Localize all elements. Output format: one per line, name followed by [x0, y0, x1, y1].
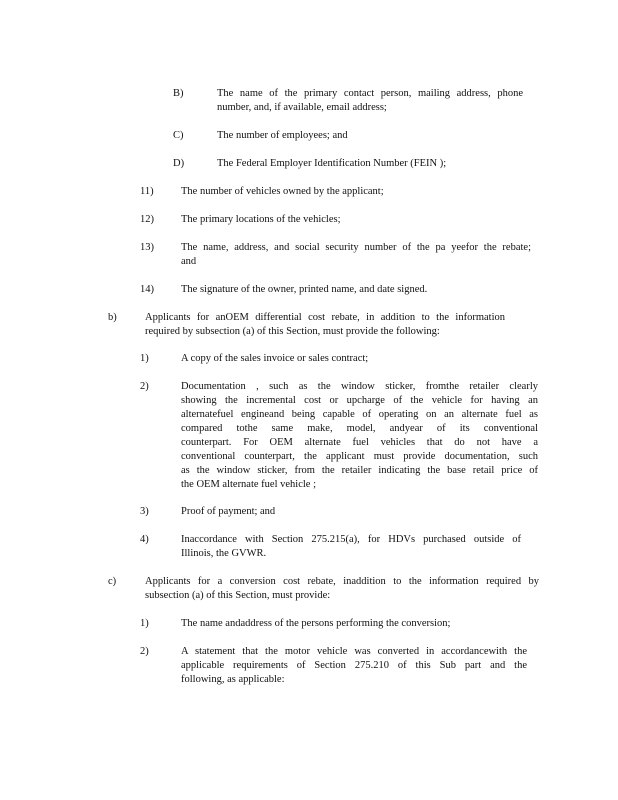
- text-line: Proof of payment; and: [181, 506, 276, 517]
- text-line: applicable requirements of Section 275.210 of this Sub part and the: [181, 660, 527, 671]
- text-line: The number of vehicles owned by the applicant;: [181, 186, 384, 197]
- item-label: 14): [140, 284, 154, 295]
- item-text: [217, 157, 479, 171]
- item-text: [181, 617, 483, 631]
- item-label: C): [173, 130, 184, 141]
- item-text: [217, 129, 367, 143]
- text-line: The Federal Employer Identification Number (FEIN );: [217, 158, 447, 169]
- text-line: The number of employees; and: [217, 130, 348, 141]
- text-line: The name andaddress of the persons performing the conversion;: [181, 618, 451, 629]
- item-text: [217, 87, 523, 115]
- text-line: Illinois, the GVWR.: [181, 548, 267, 559]
- item-text: [181, 185, 411, 199]
- item-text: [181, 241, 531, 269]
- item-text: [181, 352, 391, 366]
- text-line: number, and, if available, email address;: [217, 102, 387, 113]
- item-text: [145, 311, 505, 339]
- text-line: Documentation , such as the window sticker, fromthe retailer clearly: [181, 381, 538, 392]
- text-line: following, as applicable:: [181, 674, 285, 685]
- text-line: showing the incremental cost or upcharge of the vehicle for having an: [181, 395, 538, 406]
- text-line: compared tothe same make, model, andyear of its conventional: [181, 423, 538, 434]
- item-label: 11): [140, 186, 154, 197]
- item-label: B): [173, 88, 184, 99]
- item-label: 1): [140, 618, 149, 629]
- text-line: conventional counterpart, the applicant must provide documentation, such: [181, 451, 538, 462]
- text-line: A copy of the sales invoice or sales contract;: [181, 353, 369, 364]
- item-text: [181, 505, 291, 519]
- item-label: 4): [140, 534, 149, 545]
- item-label: 2): [140, 381, 149, 392]
- text-line: and: [181, 256, 197, 267]
- item-text: [181, 213, 361, 227]
- item-label: 3): [140, 506, 149, 517]
- item-label: 13): [140, 242, 154, 253]
- text-line: subsection (a) of this Section, must provide:: [145, 590, 331, 601]
- item-label: D): [173, 158, 185, 169]
- text-line: The name of the primary contact person, mailing address, phone: [217, 88, 523, 99]
- item-label: 1): [140, 353, 149, 364]
- item-label: 2): [140, 646, 149, 657]
- text-line: the OEM alternate fuel vehicle ;: [181, 479, 316, 490]
- item-label: 12): [140, 214, 154, 225]
- item-text: [181, 283, 459, 297]
- text-line: alternatefuel engineand being capable of operating on an alternate fuel as: [181, 409, 538, 420]
- item-text: [181, 380, 538, 492]
- text-line: Applicants for anOEM differential cost rebate, in addition to the information: [145, 312, 505, 323]
- text-line: The name, address, and social security number of the pa yeefor the rebate;: [181, 242, 531, 253]
- item-label: b): [108, 312, 117, 323]
- text-line: The primary locations of the vehicles;: [181, 214, 341, 225]
- item-text: [145, 575, 539, 603]
- text-line: The signature of the owner, printed name, and date signed.: [181, 284, 428, 295]
- text-line: counterpart. For OEM alternate fuel vehicles that do not have a: [181, 437, 538, 448]
- item-label: c): [108, 576, 117, 587]
- text-line: required by subsection (a) of this Section, must provide the following:: [145, 326, 440, 337]
- item-text: [181, 533, 521, 561]
- text-line: A statement that the motor vehicle was converted in accordancewith the: [181, 646, 527, 657]
- text-line: as the window sticker, from the retailer indicating the base retail price of: [181, 465, 538, 476]
- item-text: [181, 645, 527, 687]
- text-line: Inaccordance with Section 275.215(a), for HDVs purchased outside of: [181, 534, 521, 545]
- text-line: Applicants for a conversion cost rebate, inaddition to the information required by: [145, 576, 539, 587]
